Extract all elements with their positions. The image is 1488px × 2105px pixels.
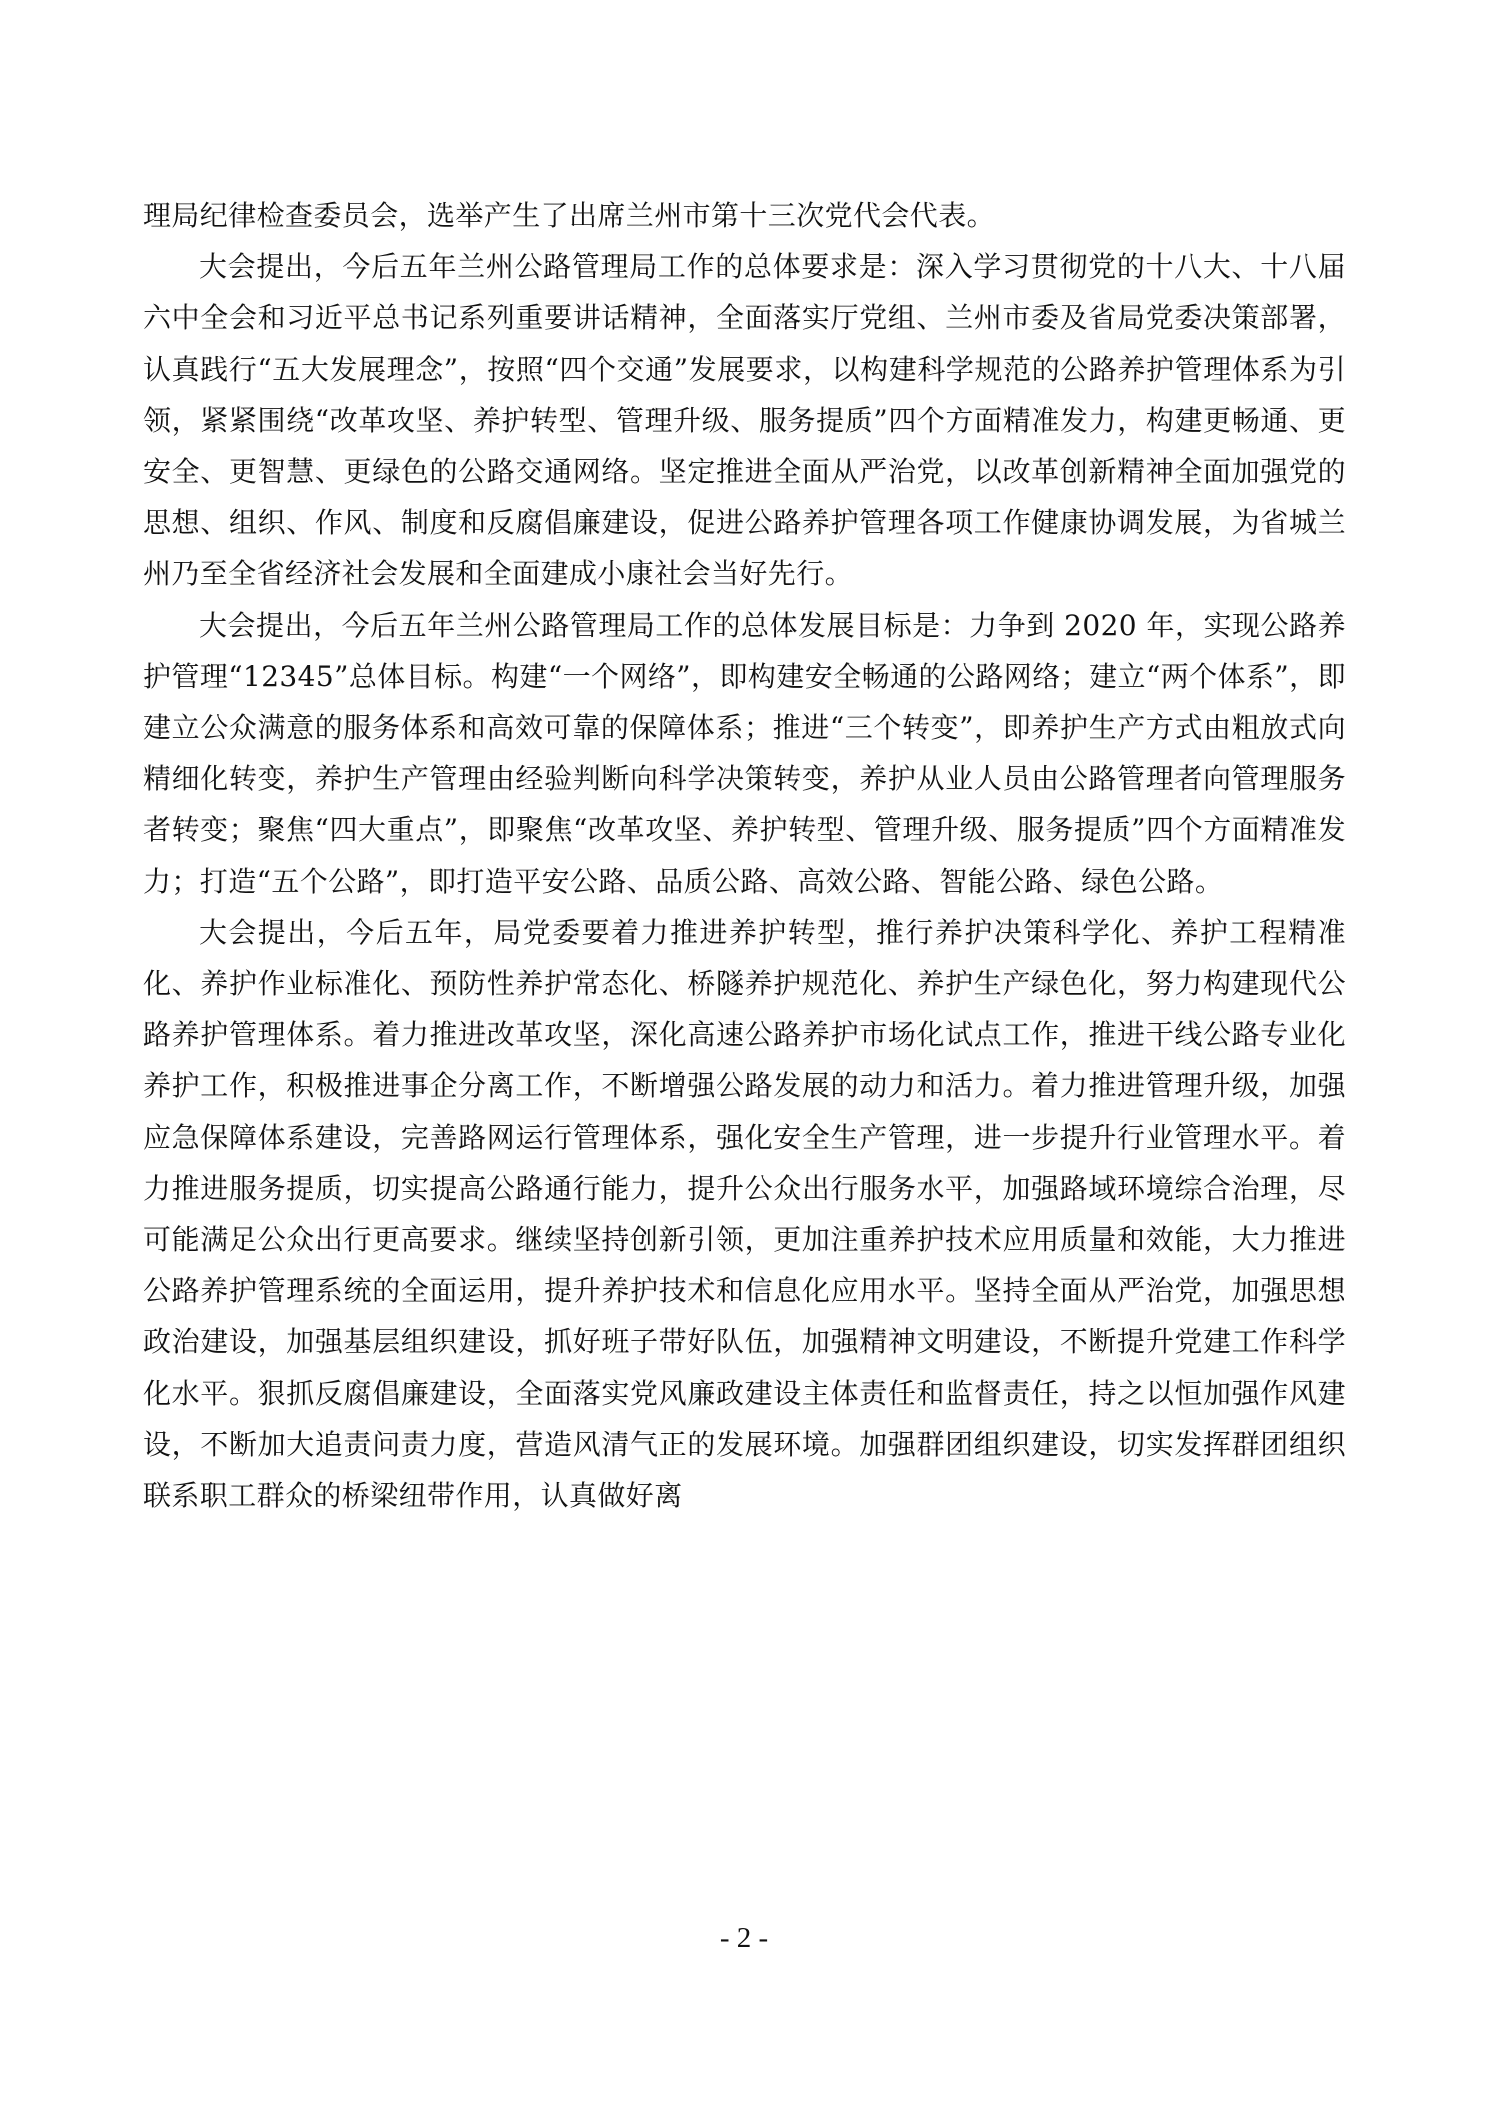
paragraph-overall-requirements: 大会提出，今后五年兰州公路管理局工作的总体要求是：深入学习贯彻党的十八大、十八届六中全会和习近平总书记系列重要讲话精神，全面落实厅党组、兰州市委及省局党委决策部署，认真践行“五大发展理念”，按照“四个交通”发展要求，以构建科学规范的公路养护管理体系为引领，紧紧围绕“改革攻坚、养护转型、管理升级、服务提质”四个方面精准发力，构建更畅通、更安全、更智慧、更绿色的公路交通网络。坚定推进全面从严治党，以改革创新精神全面加强党的思想、组织、作风、制度和反腐倡廉建设，促进公路养护管理各项工作健康协调发展，为省城兰州乃至全省经济社会发展和全面建成小康社会当好先行。 xyxy=(143,250,1346,591)
paragraph-continuation: 理局纪律检查委员会，选举产生了出席兰州市第十三次党代会代表。 xyxy=(143,199,996,232)
page-number: - 2 - xyxy=(719,1922,769,1954)
body-text xyxy=(143,190,1346,1521)
paragraph-development-goals: 大会提出，今后五年兰州公路管理局工作的总体发展目标是：力争到 2020 年，实现公路养护管理“12345”总体目标。构建“一个网络”，即构建安全畅通的公路网络；建立“两个体系”，即建立公众满意的服务体系和高效可靠的保障体系；推进“三个转变”，即养护生产方式由粗放式向精细化转变，养护生产管理由经验判断向科学决策转变，养护从业人员由公路管理者向管理服务者转变；聚焦“四大重点”，即聚焦“改革攻坚、养护转型、管理升级、服务提质”四个方面精准发力；打造“五个公路”，即打造平安公路、品质公路、高效公路、智能公路、绿色公路。 xyxy=(143,608,1346,898)
paragraph-five-year-tasks: 大会提出，今后五年，局党委要着力推进养护转型，推行养护决策科学化、养护工程精准化、养护作业标准化、预防性养护常态化、桥隧养护规范化、养护生产绿色化，努力构建现代公路养护管理体系。着力推进改革攻坚，深化高速公路养护市场化试点工作，推进干线公路专业化养护工作，积极推进事企分离工作，不断增强公路发展的动力和活力。着力推进管理升级，加强应急保障体系建设，完善路网运行管理体系，强化安全生产管理，进一步提升行业管理水平。着力推进服务提质，切实提高公路通行能力，提升公众出行服务水平，加强路域环境综合治理，尽可能满足公众出行更高要求。继续坚持创新引领，更加注重养护技术应用质量和效能，大力推进公路养护管理系统的全面运用，提升养护技术和信息化应用水平。坚持全面从严治党，加强思想政治建设，加强基层组织建设，抓好班子带好队伍，加强精神文明建设，不断提升党建工作科学化水平。狠抓反腐倡廉建设，全面落实党风廉政建设主体责任和监督责任，持之以恒加强作风建设，不断加大追责问责力度，营造风清气正的发展环境。加强群团组织建设，切实发挥群团组织联系职工群众的桥梁纽带作用，认真做好离 xyxy=(143,915,1346,1513)
